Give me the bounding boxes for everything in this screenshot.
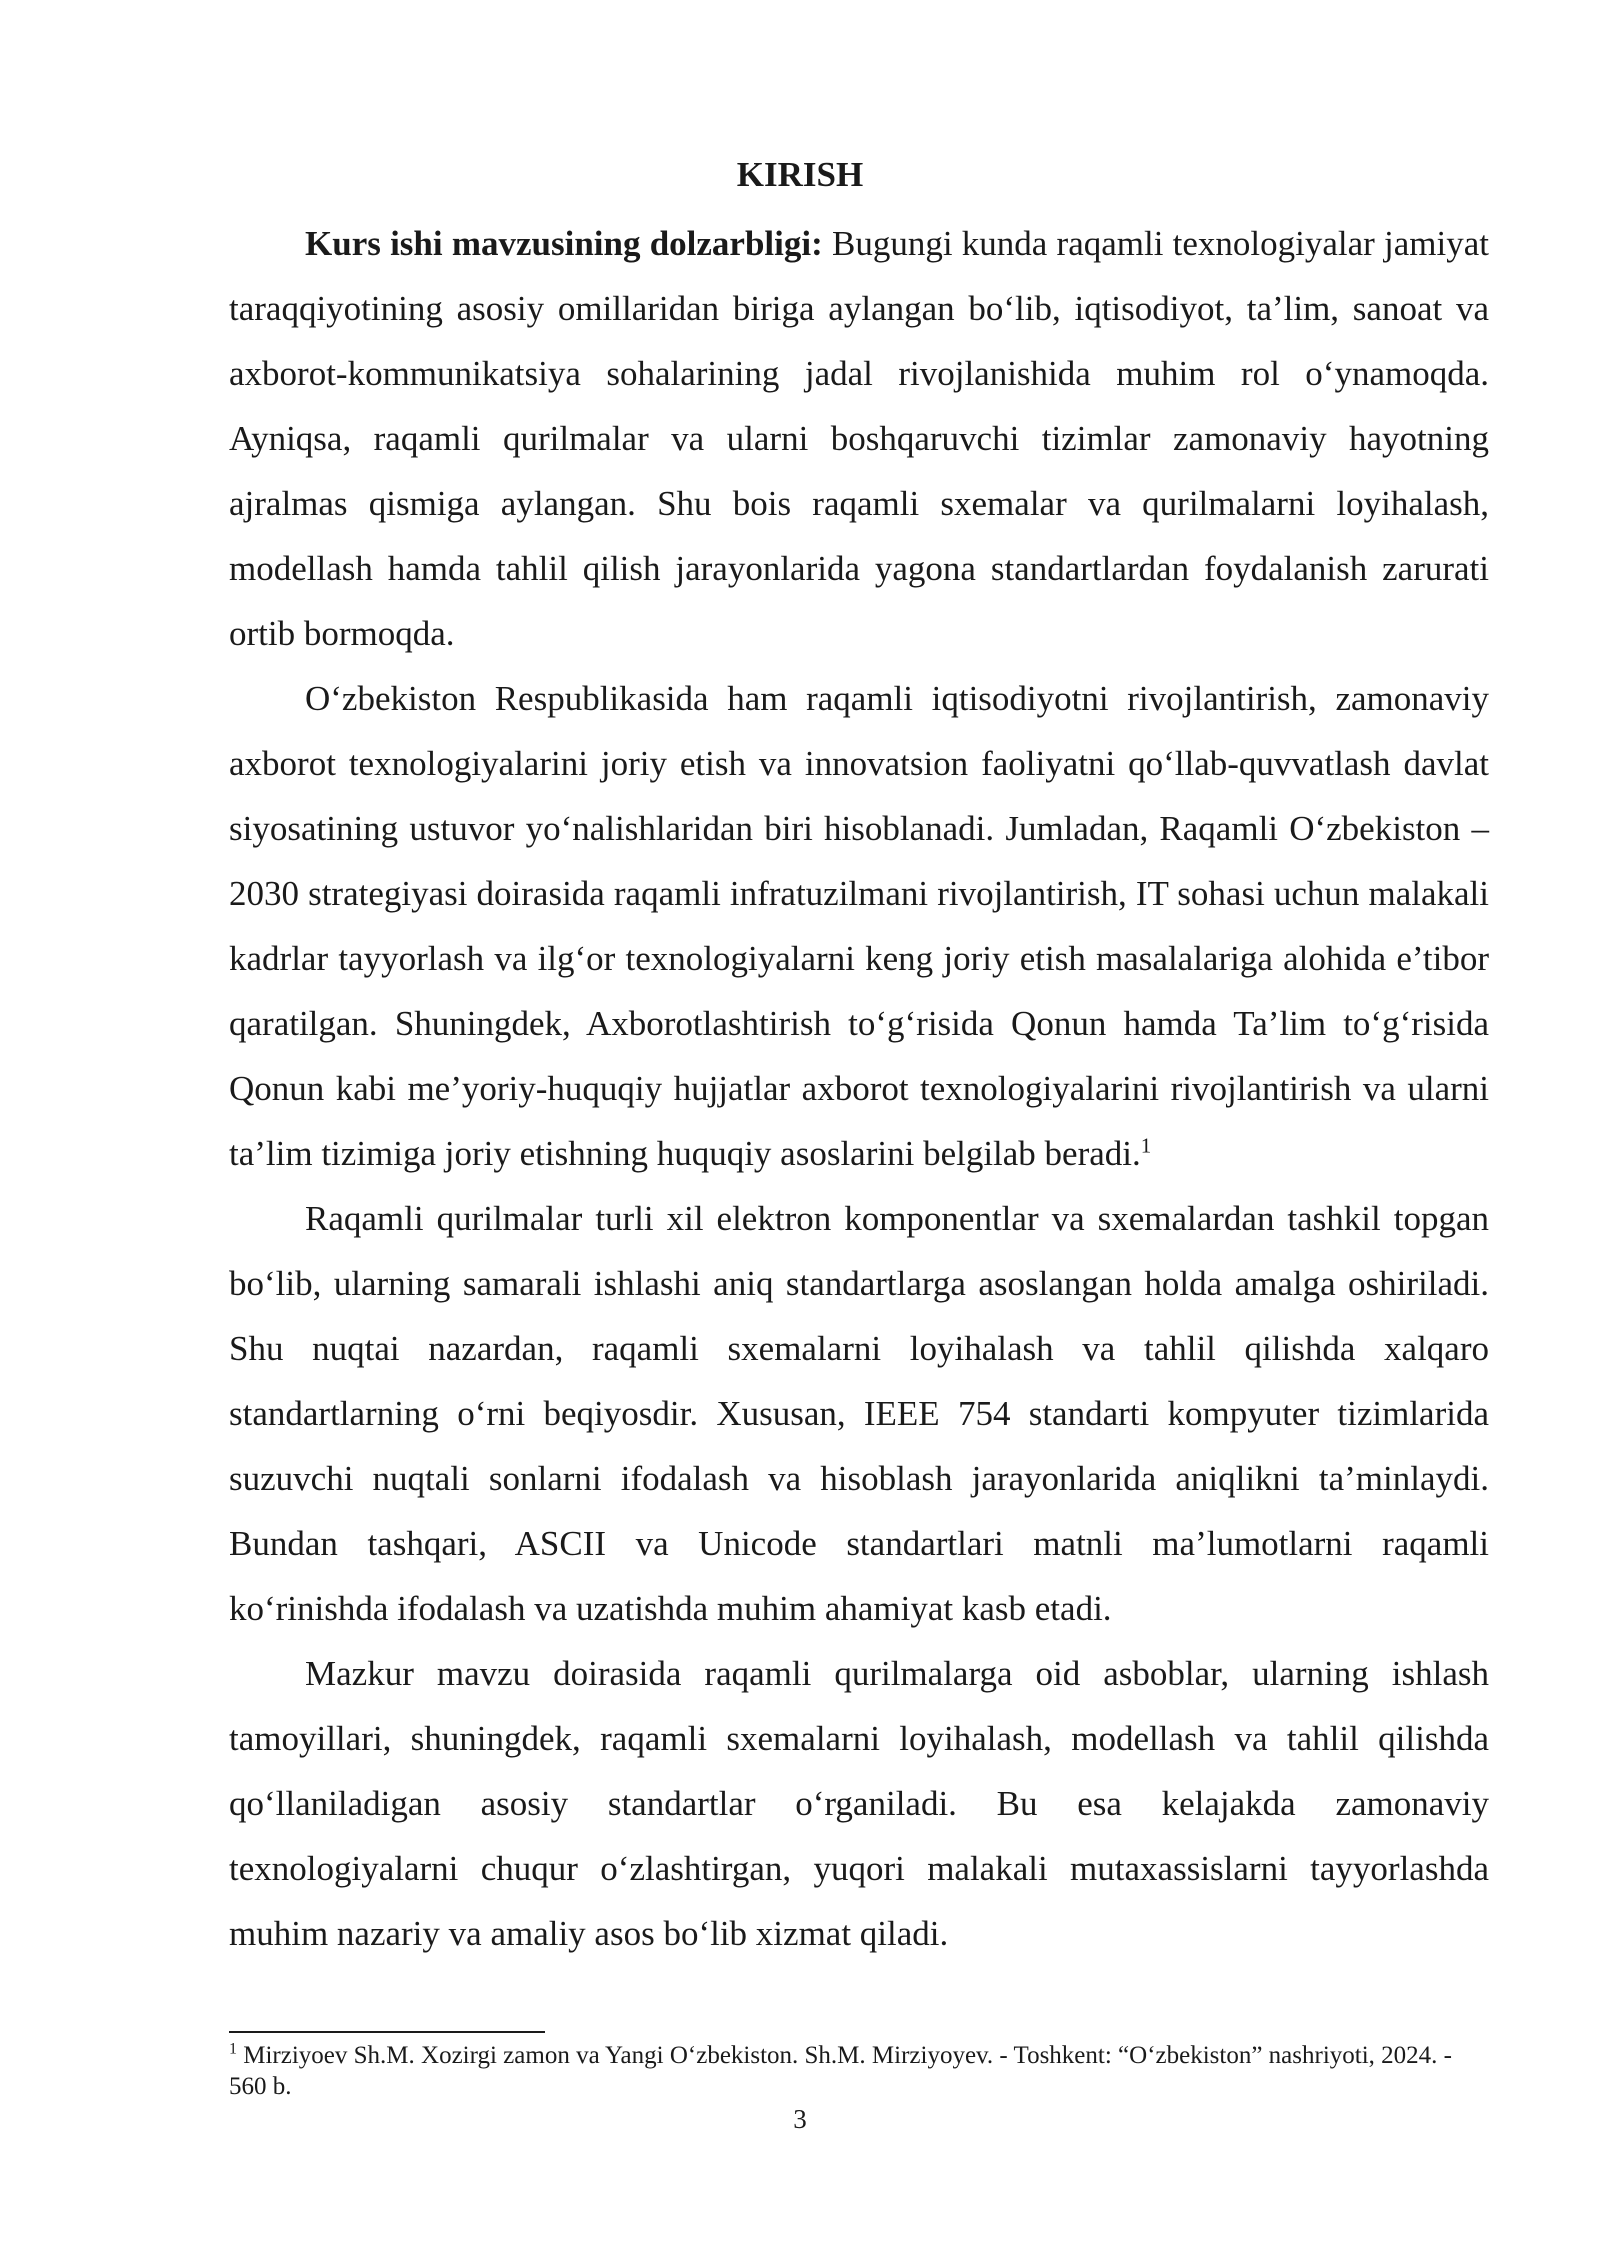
paragraph-3	[229, 1186, 1489, 1641]
paragraph-2	[229, 666, 1489, 1186]
paragraph-3-text: Raqamli qurilmalar turli xil elektron komponentlar va sxemalardan tashkil topgan bo‘lib, ularning samarali ishlashi aniq standartlarga asoslangan holda amalga oshiriladi. Shu nuqtai nazardan, raqamli sxemalarni loyihalash va tahlil qilishda xalqaro standartlarning o‘rni beqiyosdir. Xususan, IEEE 754 standarti kompyuter tizimlarida suzuvchi nuqtali sonlarni ifodalash va hisoblash jarayonlarida aniqlikni ta’minlaydi. Bundan tashqari, ASCII va Unicode standartlari matnli ma’lumotlarni raqamli ko‘rinishda ifodalash va uzatishda muhim ahamiyat kasb etadi.	[229, 1199, 1489, 1628]
paragraph-1	[229, 211, 1489, 666]
paragraph-4-text: Mazkur mavzu doirasida raqamli qurilmalarga oid asboblar, ularning ishlash tamoyillari, shuningdek, raqamli sxemalarni loyihalash, modellash va tahlil qilishda qo‘llaniladigan asosiy standartlar o‘rganiladi. Bu esa kelajakda zamonaviy texnologiyalarni chuqur o‘zlashtirgan, yuqori malakali mutaxassislarni tayyorlashda muhim nazariy va amaliy asos bo‘lib xizmat qiladi.	[229, 1654, 1489, 1953]
page-title: KIRISH	[736, 155, 864, 194]
footnote	[229, 2040, 1489, 2102]
footnote-text: Mirziyoev Sh.M. Xozirgi zamon va Yangi O‘zbekiston. Sh.M. Mirziyoyev. - Toshkent: “O‘zbekiston” nashriyoti, 2024. - 560 b.	[229, 2042, 1452, 2100]
paragraph-2-text: O‘zbekiston Respublikasida ham raqamli iqtisodiyotni rivojlantirish, zamonaviy axborot texnologiyalarini joriy etish va innovatsion faoliyatni qo‘llab-quvvatlash davlat siyosatining ustuvor yo‘nalishlaridan biri hisoblanadi. Jumladan, Raqamli O‘zbekiston – 2030 strategiyasi doirasida raqamli infratuzilmani rivojlantirish, IT sohasi uchun malakali kadrlar tayyorlash va ilg‘or texnologiyalarni keng joriy etish masalalariga alohida e’tibor qaratilgan. Shuningdek, Axborotlashtirish to‘g‘risida Qonun hamda Ta’lim to‘g‘risida Qonun kabi me’yoriy-huquqiy hujjatlar axborot texnologiyalarini rivojlantirish va ularni ta’lim tizimiga joriy etishning huquqiy asoslarini belgilab beradi.	[229, 679, 1489, 1173]
footnote-separator	[229, 2031, 545, 2033]
body-text	[229, 211, 1489, 1966]
footnote-marker: 1	[229, 2040, 237, 2058]
paragraph-1-text: Bugungi kunda raqamli texnologiyalar jamiyat taraqqiyotining asosiy omillaridan biriga aylangan bo‘lib, iqtisodiyot, ta’lim, sanoat va axborot-kommunikatsiya sohalarining jadal rivojlanishida muhim rol o‘ynamoqda. Ayniqsa, raqamli qurilmalar va ularni boshqaruvchi tizimlar zamonaviy hayotning ajralmas qismiga aylangan. Shu bois raqamli sxemalar va qurilmalarni loyihalash, modellash hamda tahlil qilish jarayonlarida yagona standartlardan foydalanish zarurati ortib bormoqda.	[229, 224, 1490, 653]
footnote-reference[interactable]: 1	[1140, 1133, 1152, 1158]
paragraph-4	[229, 1641, 1489, 1966]
page-number: 3	[793, 2104, 807, 2134]
paragraph-1-lead: Kurs ishi mavzusining dolzarbligi:	[305, 224, 823, 263]
